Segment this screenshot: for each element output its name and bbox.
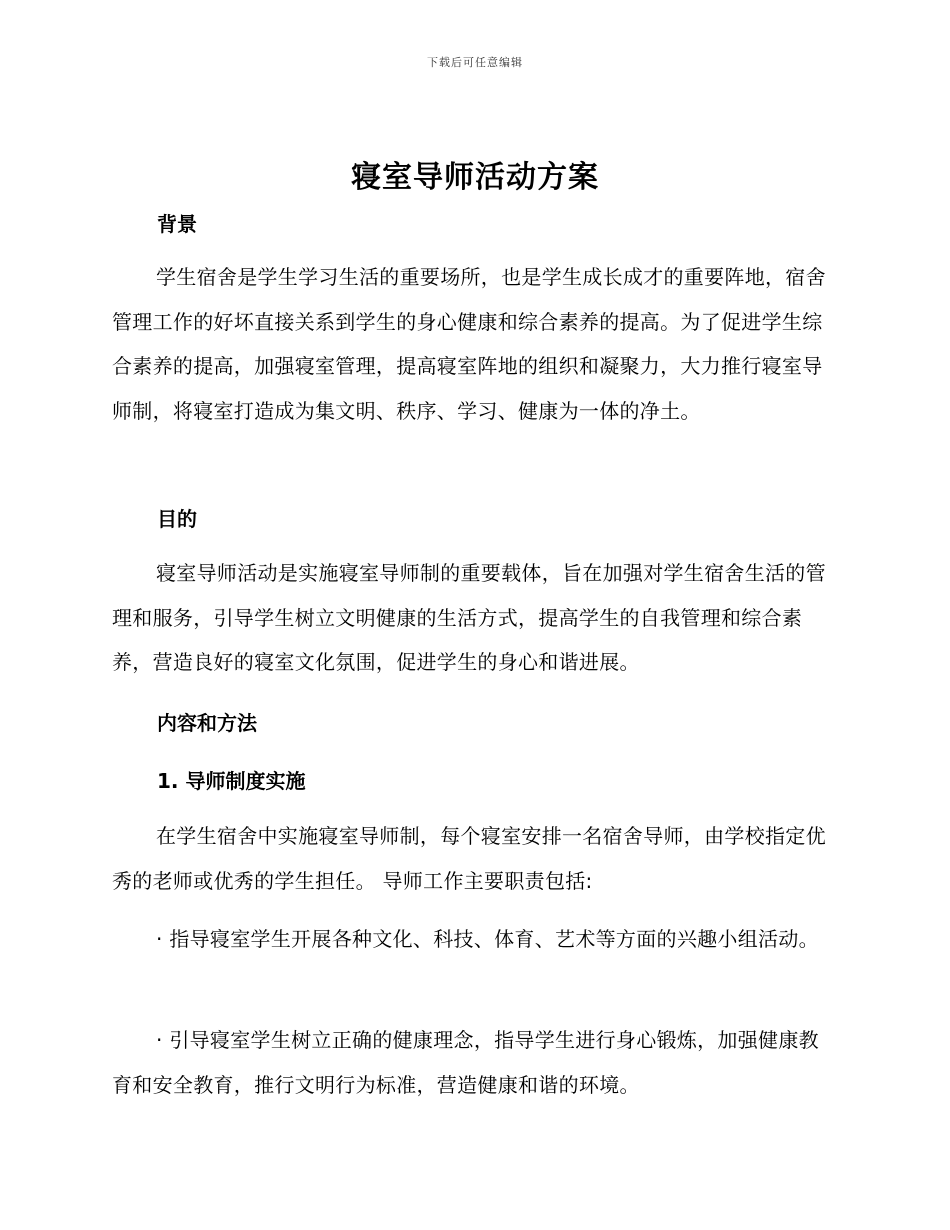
bullet-item-activities: · 指导寝室学生开展各种文化、科技、体育、艺术等方面的兴趣小组活动。	[156, 927, 819, 951]
paragraph-background: 学生宿舍是学生学习生活的重要场所，也是学生成长成才的重要阵地，宿舍管理工作的好坏直接关系到学生的身心健康和综合素养的提高。为了促进学生综合素养的提高，加强寝室管理，提高寝室阵地的组织和凝聚力，大力推行寝室导师制，将寝室打造成为集文明、秩序、学习、健康为一体的净土。	[112, 265, 826, 423]
paragraph-purpose: 寝室导师活动是实施寝室导师制的重要载体，旨在加强对学生宿舍生活的管理和服务，引导学生树立文明健康的生活方式，提高学生的自我管理和综合素养，营造良好的寝室文化氛围，促进学生的身心和谐进展。	[112, 561, 826, 674]
section-heading-purpose: 目的	[157, 507, 197, 531]
subsection-heading-mentor-system: 1. 导师制度实施	[157, 769, 306, 793]
document-title: 寝室导师活动方案	[351, 160, 599, 195]
paragraph-mentor-system: 在学生宿舍中实施寝室导师制，每个寝室安排一名宿舍导师，由学校指定优秀的老师或优秀的学生担任。 导师工作主要职责包括:	[112, 824, 826, 893]
bullet-item-health: · 引导寝室学生树立正确的健康理念，指导学生进行身心锻炼，加强健康教育和安全教育，推行文明行为标准，营造健康和谐的环境。	[112, 1028, 819, 1097]
page-header-note: 下载后可任意编辑	[427, 56, 523, 69]
section-heading-background: 背景	[157, 212, 197, 236]
section-heading-content: 内容和方法	[157, 711, 257, 735]
